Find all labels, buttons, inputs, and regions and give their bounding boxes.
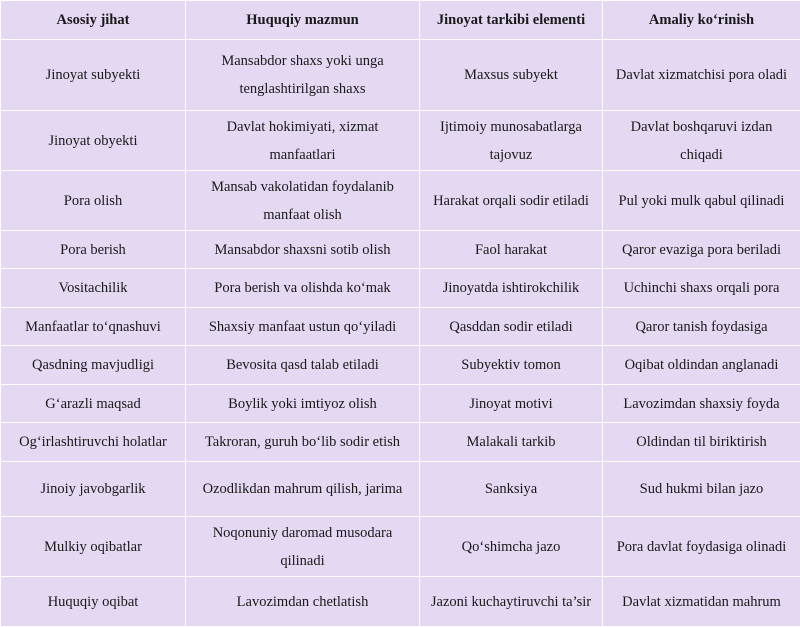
table-cell: Jazoni kuchaytiruvchi ta’sir xyxy=(420,577,603,627)
table-cell: Uchinchi shaxs orqali pora xyxy=(603,269,800,308)
table-row xyxy=(1,40,800,111)
table-cell: Harakat orqali sodir etiladi xyxy=(420,171,603,231)
table-cell: Og‘irlashtiruvchi holatlar xyxy=(1,423,186,462)
table-cell: Davlat boshqaruvi izdan chiqadi xyxy=(603,111,800,171)
table-cell: Malakali tarkib xyxy=(420,423,603,462)
table-cell: Lavozimdan shaxsiy foyda xyxy=(603,385,800,423)
table-row xyxy=(1,308,800,346)
table-cell: Pora olish xyxy=(1,171,186,231)
table-cell: Pora berish va olishda ko‘mak xyxy=(186,269,420,308)
table-cell: Pora davlat foydasiga olinadi xyxy=(603,517,800,577)
table-cell: Davlat xizmatidan mahrum xyxy=(603,577,800,627)
table-cell: Faol harakat xyxy=(420,231,603,269)
table-row xyxy=(1,231,800,269)
table-cell: Vositachilik xyxy=(1,269,186,308)
table-row xyxy=(1,111,800,171)
table-cell: Ijtimoiy munosabatlarga tajovuz xyxy=(420,111,603,171)
table-cell: Oqibat oldindan anglanadi xyxy=(603,346,800,385)
table-row xyxy=(1,517,800,577)
table-cell: Jinoyatda ishtirokchilik xyxy=(420,269,603,308)
table-cell: Mansabdor shaxs yoki unga tenglashtirilgan shaxs xyxy=(186,40,420,111)
table-cell: Qaror tanish foydasiga xyxy=(603,308,800,346)
table-row xyxy=(1,577,800,627)
table-cell: Ozodlikdan mahrum qilish, jarima xyxy=(186,462,420,517)
table-header-row xyxy=(1,1,800,40)
table-cell: Maxsus subyekt xyxy=(420,40,603,111)
table-cell: Mulkiy oqibatlar xyxy=(1,517,186,577)
table-cell: Lavozimdan chetlatish xyxy=(186,577,420,627)
table-cell: Sud hukmi bilan jazo xyxy=(603,462,800,517)
table-row xyxy=(1,269,800,308)
table-row xyxy=(1,346,800,385)
table-cell: Davlat xizmatchisi pora oladi xyxy=(603,40,800,111)
table-cell: Pul yoki mulk qabul qilinadi xyxy=(603,171,800,231)
column-header-aspect: Asosiy jihat xyxy=(1,1,186,40)
column-header-crime-element: Jinoyat tarkibi elementi xyxy=(420,1,603,40)
table-cell: Jinoyat obyekti xyxy=(1,111,186,171)
table-cell: Davlat hokimiyati, xizmat manfaatlari xyxy=(186,111,420,171)
table-cell: Noqonuniy daromad musodara qilinadi xyxy=(186,517,420,577)
table-cell: Jinoiy javobgarlik xyxy=(1,462,186,517)
table-cell: Manfaatlar to‘qnashuvi xyxy=(1,308,186,346)
table-cell: Oldindan til biriktirish xyxy=(603,423,800,462)
table-cell: Pora berish xyxy=(1,231,186,269)
table-row xyxy=(1,462,800,517)
table-cell: Qaror evaziga pora beriladi xyxy=(603,231,800,269)
table-cell: Jinoyat subyekti xyxy=(1,40,186,111)
table-cell: Mansab vakolatidan foydalanib manfaat olish xyxy=(186,171,420,231)
column-header-legal-content: Huquqiy mazmun xyxy=(186,1,420,40)
table-cell: Bevosita qasd talab etiladi xyxy=(186,346,420,385)
table-cell: Qo‘shimcha jazo xyxy=(420,517,603,577)
table-cell: Subyektiv tomon xyxy=(420,346,603,385)
table-cell: Qasdning mavjudligi xyxy=(1,346,186,385)
table-cell: Boylik yoki imtiyoz olish xyxy=(186,385,420,423)
table-cell: Mansabdor shaxsni sotib olish xyxy=(186,231,420,269)
column-header-practical-form: Amaliy ko‘rinish xyxy=(603,1,800,40)
table-row xyxy=(1,423,800,462)
table-cell: Sanksiya xyxy=(420,462,603,517)
table-cell: Huquqiy oqibat xyxy=(1,577,186,627)
table-cell: Jinoyat motivi xyxy=(420,385,603,423)
table-cell: G‘arazli maqsad xyxy=(1,385,186,423)
table-row xyxy=(1,171,800,231)
table-row xyxy=(1,385,800,423)
table-cell: Takroran, guruh bo‘lib sodir etish xyxy=(186,423,420,462)
table-cell: Shaxsiy manfaat ustun qo‘yiladi xyxy=(186,308,420,346)
table-cell: Qasddan sodir etiladi xyxy=(420,308,603,346)
